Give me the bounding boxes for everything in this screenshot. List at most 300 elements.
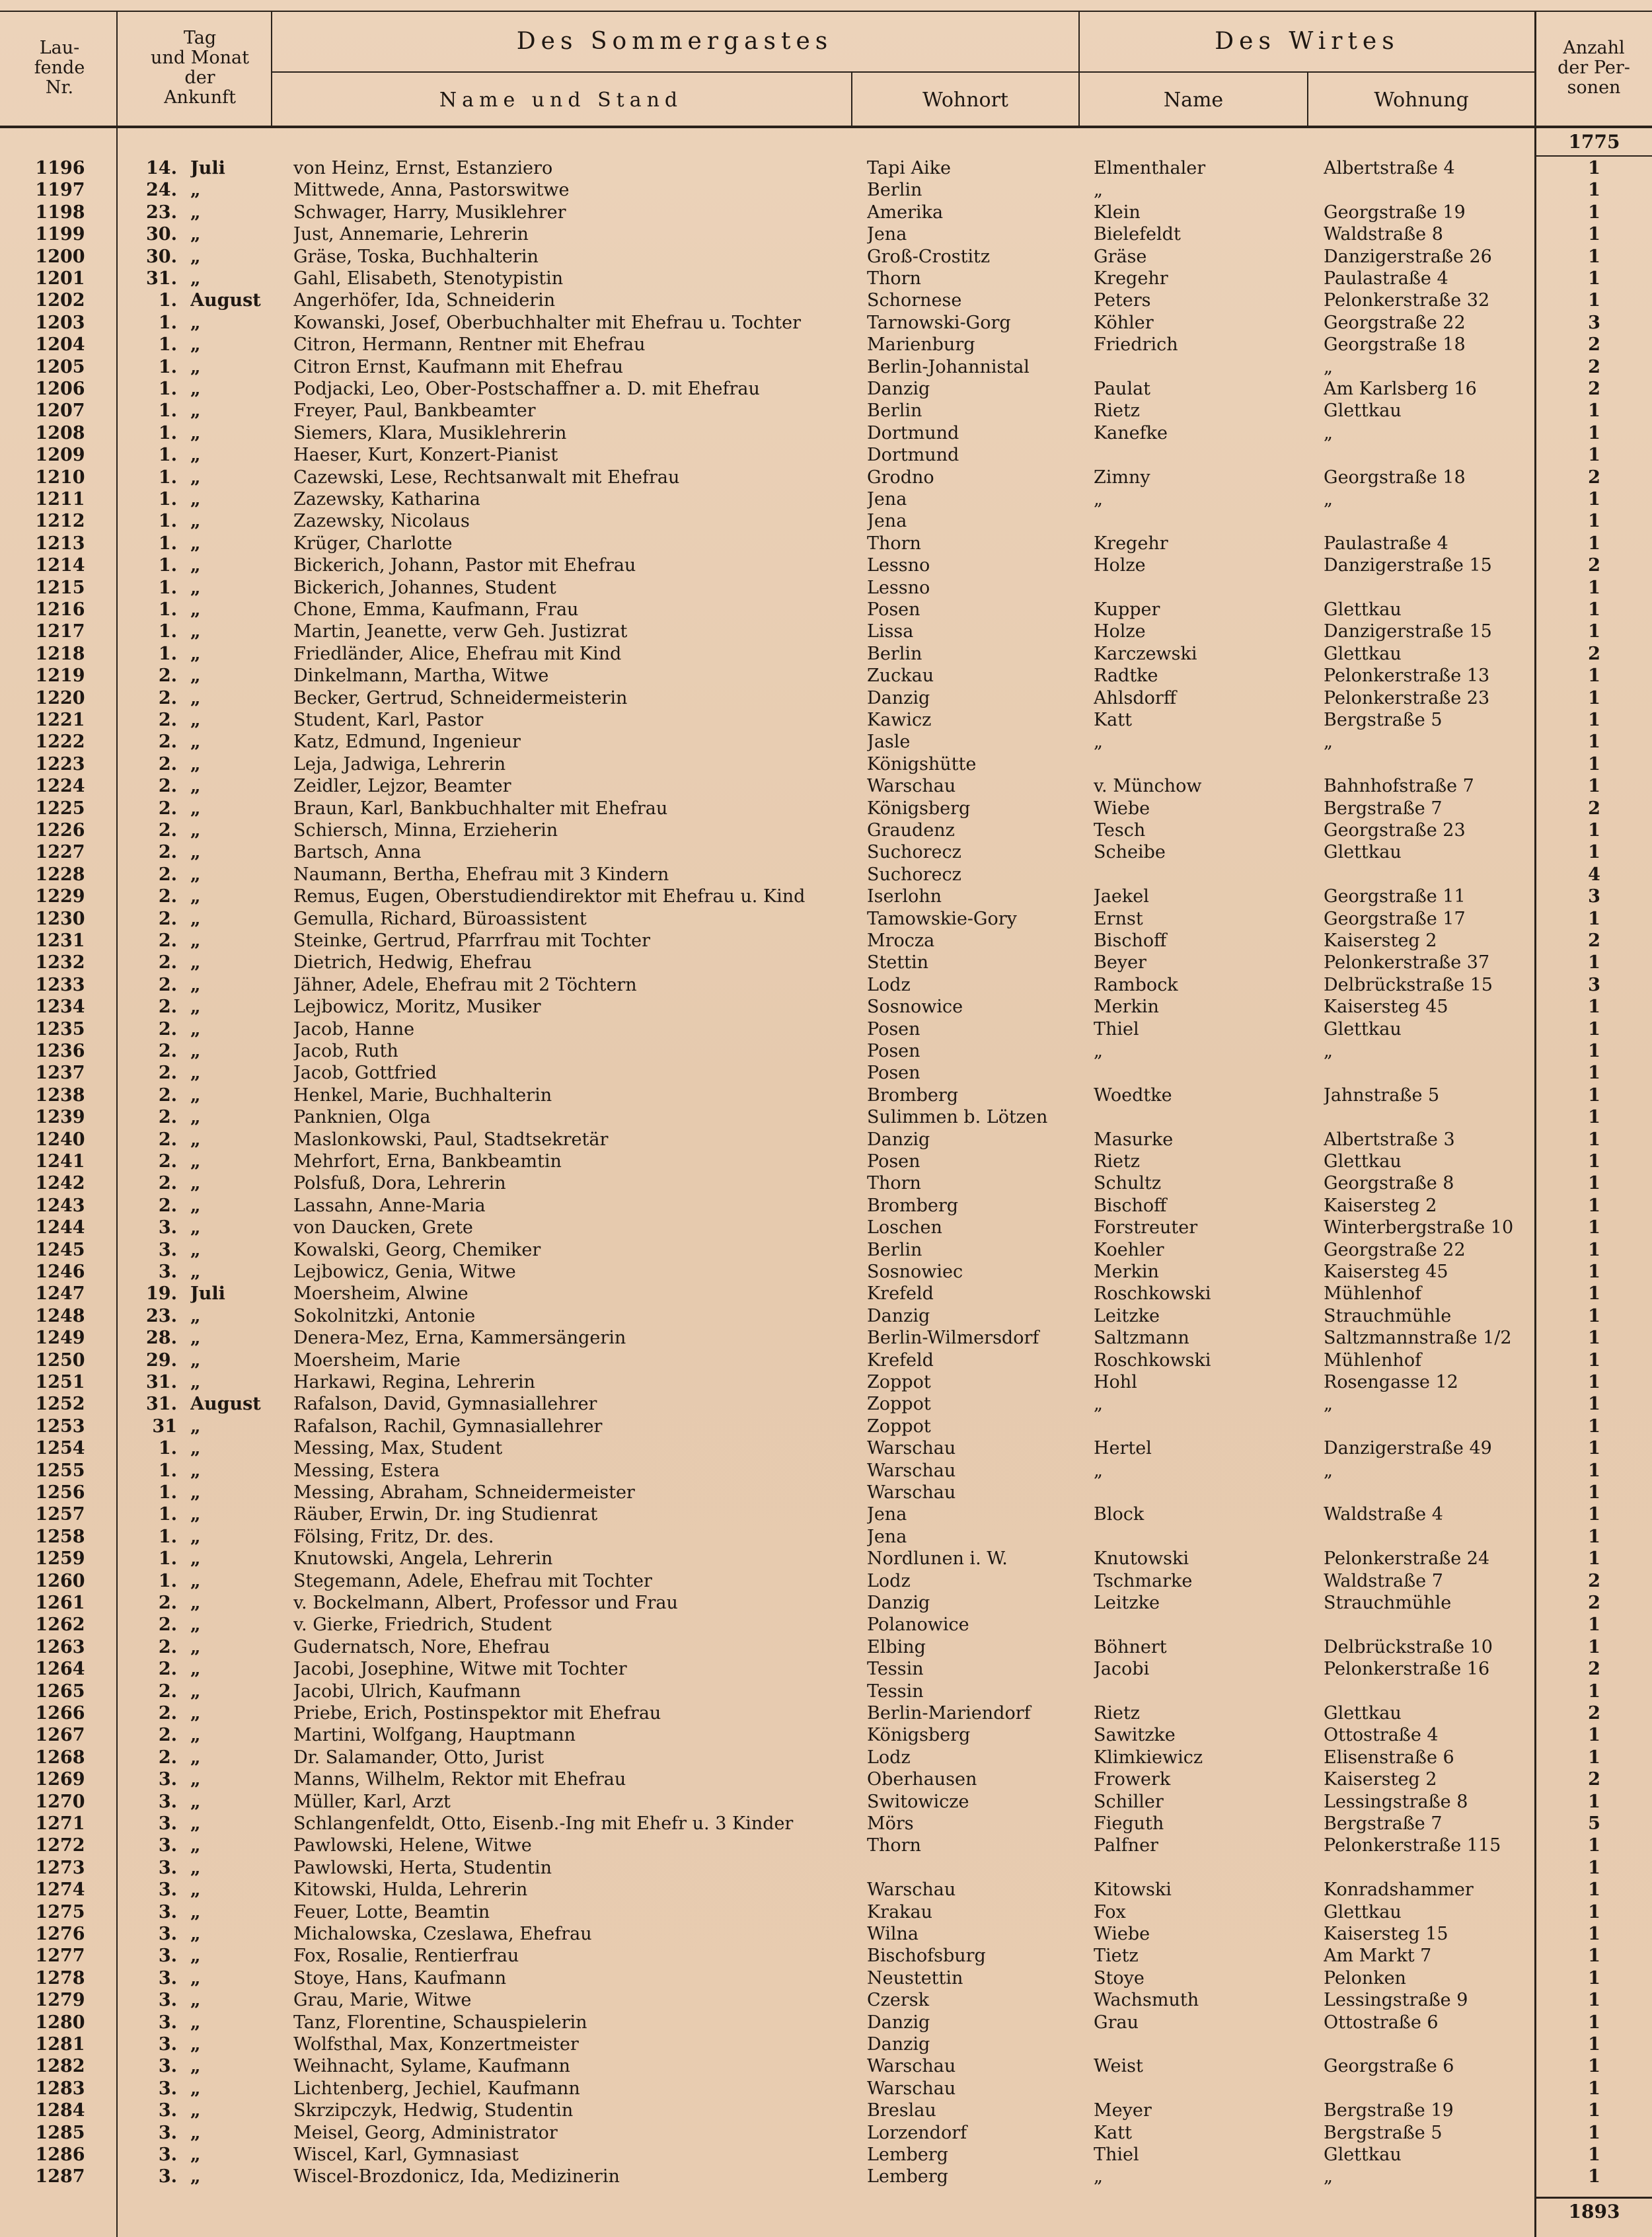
person-count: 1 xyxy=(1588,1041,1600,1061)
guest-residence: Danzig xyxy=(867,2034,930,2055)
guest-name-and-status: Cazewski, Lese, Rechtsanwalt mit Ehefrau xyxy=(293,467,680,488)
host-address: Kaisersteg 15 xyxy=(1324,1924,1448,1944)
host-address: Albertstraße 3 xyxy=(1324,1129,1455,1150)
grand-total: 1893 xyxy=(1568,2201,1620,2222)
person-count: 1 xyxy=(1588,1305,1600,1326)
host-name: Ahlsdorff xyxy=(1094,687,1177,708)
entry-number: 1198 xyxy=(35,202,85,223)
arrival-day: 3. xyxy=(158,1879,177,1901)
arrival-month: „ xyxy=(190,1990,201,2011)
table-row xyxy=(0,1592,1652,1614)
host-address: Georgstraße 8 xyxy=(1324,1173,1454,1194)
host-name: Rietz xyxy=(1094,400,1141,422)
entry-number: 1237 xyxy=(35,1063,85,1084)
host-address: Bergstraße 7 xyxy=(1324,1813,1443,1834)
table-row xyxy=(0,2144,1652,2166)
header-laufende-nr xyxy=(20,12,99,124)
arrival-day: 1. xyxy=(158,1460,177,1481)
person-count: 1 xyxy=(1588,1636,1600,1657)
table-row xyxy=(0,1791,1652,1813)
arrival-month: „ xyxy=(190,422,201,443)
guest-name-and-status: Grau, Marie, Witwe xyxy=(293,1990,472,2011)
arrival-day: 3. xyxy=(158,2122,177,2143)
arrival-day: 1. xyxy=(158,1526,177,1547)
person-count: 1 xyxy=(1588,180,1600,201)
person-count: 1 xyxy=(1588,1239,1600,1260)
host-address: Kaisersteg 2 xyxy=(1324,1195,1437,1216)
table-row xyxy=(0,1217,1652,1238)
host-address: „ xyxy=(1324,489,1333,510)
host-address: Pelonkerstraße 13 xyxy=(1324,665,1490,687)
entry-number: 1259 xyxy=(35,1548,85,1570)
arrival-month: „ xyxy=(190,1018,201,1040)
entry-number: 1273 xyxy=(35,1857,85,1878)
arrival-day: 2. xyxy=(158,1681,177,1702)
host-name: Knutowski xyxy=(1094,1548,1189,1570)
guest-residence: Lessno xyxy=(867,555,930,576)
entry-number: 1265 xyxy=(35,1681,85,1702)
arrival-day: 2. xyxy=(158,710,177,730)
host-address: Pelonkerstraße 115 xyxy=(1324,1835,1501,1856)
guest-name-and-status: Kowanski, Josef, Oberbuchhalter mit Ehefrau u. Tochter xyxy=(293,312,802,333)
person-count: 1 xyxy=(1588,1835,1600,1856)
arrival-day: 2. xyxy=(158,886,177,907)
person-count: 1 xyxy=(1588,1857,1600,1878)
entry-number: 1264 xyxy=(35,1659,85,1680)
arrival-day: 2. xyxy=(158,974,177,995)
table-row xyxy=(0,1879,1652,1901)
table-row xyxy=(0,1857,1652,1879)
entry-number: 1240 xyxy=(35,1129,85,1150)
arrival-day: 2. xyxy=(158,1593,177,1613)
arrival-day: 1. xyxy=(158,599,177,620)
arrival-day: 1. xyxy=(158,356,177,377)
arrival-month: „ xyxy=(190,467,201,488)
header-mid-rule xyxy=(271,71,1536,73)
header-sommergast: Des Sommergastes xyxy=(516,27,833,55)
person-count: 1 xyxy=(1588,1129,1600,1150)
guest-name-and-status: Lejbowicz, Genia, Witwe xyxy=(293,1262,516,1282)
host-address: Albertstraße 4 xyxy=(1324,158,1455,178)
host-name: v. Münchow xyxy=(1094,776,1202,797)
guest-residence: Berlin xyxy=(867,180,922,201)
guest-residence: Jena xyxy=(867,1526,907,1547)
host-name: Zimny xyxy=(1094,467,1150,488)
table-row xyxy=(0,2100,1652,2121)
arrival-month: „ xyxy=(190,997,201,1018)
arrival-day: 23. xyxy=(146,202,177,223)
arrival-day: 3. xyxy=(158,1990,177,2011)
table-row xyxy=(0,996,1652,1018)
arrival-month: „ xyxy=(190,1548,201,1570)
host-address: Pelonkerstraße 24 xyxy=(1324,1548,1490,1570)
table-row xyxy=(0,1570,1652,1592)
guest-residence: Zoppot xyxy=(867,1372,931,1392)
person-count: 1 xyxy=(1588,1747,1600,1768)
entry-number: 1282 xyxy=(35,2056,85,2077)
guest-name-and-status: v. Gierke, Friedrich, Student xyxy=(293,1614,552,1636)
person-count: 2 xyxy=(1588,356,1600,377)
arrival-day: 2. xyxy=(158,798,177,819)
host-address: Lessingstraße 9 xyxy=(1324,1990,1468,2011)
guest-name-and-status: Henkel, Marie, Buchhalterin xyxy=(293,1084,552,1106)
guest-residence: Bischofsburg xyxy=(867,1946,986,1967)
guest-name-and-status: Zeidler, Lejzor, Beamter xyxy=(293,776,511,797)
person-count: 1 xyxy=(1588,1151,1600,1172)
arrival-month: „ xyxy=(190,1924,201,1944)
entry-number: 1233 xyxy=(35,974,85,995)
host-name: Friedrich xyxy=(1094,334,1178,356)
host-address: Pelonkerstraße 23 xyxy=(1324,687,1490,708)
host-address: Danzigerstraße 26 xyxy=(1324,246,1492,267)
entry-number: 1220 xyxy=(35,687,85,708)
table-row xyxy=(0,1747,1652,1768)
person-count: 2 xyxy=(1588,555,1600,576)
entry-number: 1284 xyxy=(35,2100,85,2121)
arrival-month: „ xyxy=(190,864,201,885)
arrival-month: „ xyxy=(190,1084,201,1106)
arrival-month: „ xyxy=(190,2056,201,2077)
entry-number: 1222 xyxy=(35,732,85,753)
entry-number: 1256 xyxy=(35,1482,85,1503)
host-name: Bischoff xyxy=(1094,930,1167,951)
host-name: Rietz xyxy=(1094,1151,1141,1172)
person-count: 1 xyxy=(1588,1614,1600,1636)
header-name-stand: Name und Stand xyxy=(439,89,683,112)
entry-number: 1254 xyxy=(35,1438,85,1459)
arrival-month: „ xyxy=(190,1239,201,1260)
table-row xyxy=(0,444,1652,466)
entry-number: 1211 xyxy=(35,489,85,510)
arrival-day: 1. xyxy=(158,422,177,443)
guest-residence: Graudenz xyxy=(867,820,955,841)
arrival-day: 2. xyxy=(158,842,177,863)
arrival-day: 30. xyxy=(146,224,177,245)
arrival-day: 24. xyxy=(146,180,177,201)
entry-number: 1196 xyxy=(35,158,85,178)
host-name: Block xyxy=(1094,1504,1145,1525)
table-row xyxy=(0,1393,1652,1415)
guest-name-and-status: Schiersch, Minna, Erzieherin xyxy=(293,820,558,841)
guest-name-and-status: Gudernatsch, Nore, Ehefrau xyxy=(293,1636,550,1657)
guest-name-and-status: Tanz, Florentine, Schauspielerin xyxy=(293,2012,587,2033)
guest-name-and-status: Moersheim, Alwine xyxy=(293,1283,469,1305)
entry-number: 1242 xyxy=(35,1173,85,1194)
entry-number: 1260 xyxy=(35,1570,85,1591)
guest-name-and-status: Messing, Max, Student xyxy=(293,1438,503,1459)
guest-name-and-status: Siemers, Klara, Musiklehrerin xyxy=(293,422,567,443)
person-count: 3 xyxy=(1588,974,1600,995)
arrival-month: „ xyxy=(190,710,201,730)
person-count: 1 xyxy=(1588,842,1600,863)
arrival-month: „ xyxy=(190,1460,201,1481)
table-row xyxy=(0,510,1652,532)
arrival-month: „ xyxy=(190,952,201,973)
arrival-month: „ xyxy=(190,753,201,775)
arrival-day: 1. xyxy=(158,555,177,576)
host-address: Kaisersteg 45 xyxy=(1324,997,1448,1018)
table-row xyxy=(0,864,1652,886)
arrival-day: 3. xyxy=(158,1924,177,1944)
person-count: 1 xyxy=(1588,2056,1600,2077)
arrival-day: 2. xyxy=(158,997,177,1018)
guest-residence: Warschau xyxy=(867,2056,956,2077)
guest-residence: Suchorecz xyxy=(867,842,961,863)
guest-residence: Danzig xyxy=(867,1305,930,1326)
person-count: 1 xyxy=(1588,1173,1600,1194)
person-count: 1 xyxy=(1588,665,1600,687)
header-anzahl-line1: Anzahl xyxy=(1563,37,1625,58)
header-nr-line1: Lau- xyxy=(39,37,80,58)
table-row xyxy=(0,1084,1652,1106)
table-row xyxy=(0,1172,1652,1194)
arrival-month: „ xyxy=(190,268,201,289)
host-address: Mühlenhof xyxy=(1324,1283,1422,1305)
person-count: 1 xyxy=(1588,1349,1600,1371)
table-row xyxy=(0,974,1652,996)
arrival-day: 2. xyxy=(158,776,177,797)
arrival-day: 1. xyxy=(158,467,177,488)
entry-number: 1276 xyxy=(35,1924,85,1944)
arrival-month: „ xyxy=(190,974,201,995)
guest-name-and-status: Martini, Wolfgang, Hauptmann xyxy=(293,1725,576,1746)
guest-name-and-status: Krüger, Charlotte xyxy=(293,533,453,554)
person-count: 1 xyxy=(1588,1195,1600,1216)
host-name: „ xyxy=(1094,1394,1103,1415)
host-name: Klimkiewicz xyxy=(1094,1747,1203,1768)
person-count: 1 xyxy=(1588,1482,1600,1503)
entry-number: 1281 xyxy=(35,2034,85,2055)
arrival-month: „ xyxy=(190,356,201,377)
arrival-day: 1. xyxy=(158,511,177,532)
host-address: Glettkau xyxy=(1324,1018,1402,1040)
arrival-month: „ xyxy=(190,180,201,201)
host-address: „ xyxy=(1324,2166,1333,2187)
entry-number: 1213 xyxy=(35,533,85,554)
guest-name-and-status: Meisel, Georg, Administrator xyxy=(293,2122,558,2143)
host-name: Klein xyxy=(1094,202,1141,223)
col-rule-4 xyxy=(1078,11,1080,128)
arrival-month: „ xyxy=(190,1636,201,1657)
table-row xyxy=(0,621,1652,642)
guest-residence: Lissa xyxy=(867,621,914,642)
arrival-month: „ xyxy=(190,1967,201,1989)
person-count: 1 xyxy=(1588,1946,1600,1967)
arrival-month: „ xyxy=(190,1438,201,1459)
person-count: 1 xyxy=(1588,445,1600,466)
host-name: Paulat xyxy=(1094,379,1151,399)
arrival-month: „ xyxy=(190,511,201,532)
arrival-month: „ xyxy=(190,1504,201,1525)
entry-number: 1226 xyxy=(35,820,85,841)
host-name: Kregehr xyxy=(1094,268,1168,289)
guest-name-and-status: Kowalski, Georg, Chemiker xyxy=(293,1239,541,1260)
entry-number: 1199 xyxy=(35,224,85,245)
guest-name-and-status: von Daucken, Grete xyxy=(293,1217,473,1238)
guest-residence: Sosnowice xyxy=(867,997,963,1018)
host-name: Gräse xyxy=(1094,246,1147,267)
arrival-month: „ xyxy=(190,1372,201,1392)
entry-number: 1267 xyxy=(35,1725,85,1746)
arrival-month: „ xyxy=(190,379,201,399)
table-row xyxy=(0,687,1652,709)
header-wohnung: Wohnung xyxy=(1374,89,1469,112)
arrival-month: „ xyxy=(190,732,201,753)
guest-name-and-status: Zazewsky, Katharina xyxy=(293,489,480,510)
host-name: Bielefeldt xyxy=(1094,224,1181,245)
arrival-day: 1. xyxy=(158,445,177,466)
host-name: Holze xyxy=(1094,555,1146,576)
host-address: Kaisersteg 45 xyxy=(1324,1262,1448,1282)
guest-residence: Wilna xyxy=(867,1924,919,1944)
entry-number: 1227 xyxy=(35,842,85,863)
host-address: „ xyxy=(1324,732,1333,753)
guest-name-and-status: Jähner, Adele, Ehefrau mit 2 Töchtern xyxy=(293,974,637,995)
table-row xyxy=(0,1129,1652,1151)
host-address: Glettkau xyxy=(1324,2144,1402,2165)
host-name: Peters xyxy=(1094,290,1151,311)
guest-name-and-status: Pawlowski, Helene, Witwe xyxy=(293,1835,532,1856)
arrival-day: 3. xyxy=(158,1835,177,1856)
col-rule-3 xyxy=(851,71,852,128)
entry-number: 1278 xyxy=(35,1967,85,1989)
guest-residence: Danzig xyxy=(867,1129,930,1150)
arrival-month: „ xyxy=(190,2012,201,2033)
guest-name-and-status: Mittwede, Anna, Pastorswitwe xyxy=(293,180,570,201)
guest-residence: Posen xyxy=(867,599,920,620)
guest-name-and-status: Knutowski, Angela, Lehrerin xyxy=(293,1548,553,1570)
host-address: Bergstraße 7 xyxy=(1324,798,1443,819)
host-name: „ xyxy=(1094,1460,1103,1481)
entry-number: 1279 xyxy=(35,1990,85,2011)
arrival-day: 1. xyxy=(158,1438,177,1459)
guest-name-and-status: Braun, Karl, Bankbuchhalter mit Ehefrau xyxy=(293,798,668,819)
entry-number: 1249 xyxy=(35,1328,85,1349)
guest-residence: Tarnowski-Gorg xyxy=(867,312,1011,333)
table-row xyxy=(0,1239,1652,1261)
guest-residence: Jena xyxy=(867,224,907,245)
guest-residence: Lessno xyxy=(867,577,930,598)
table-row xyxy=(0,1945,1652,1967)
person-count: 1 xyxy=(1588,1504,1600,1525)
guest-name-and-status: von Heinz, Ernst, Estanziero xyxy=(293,158,553,178)
guest-name-and-status: Lassahn, Anne-Maria xyxy=(293,1195,486,1216)
guest-name-and-status: Rafalson, Rachil, Gymnasiallehrer xyxy=(293,1416,603,1437)
arrival-month: „ xyxy=(190,2166,201,2187)
guest-residence: Posen xyxy=(867,1018,920,1040)
person-count: 3 xyxy=(1588,312,1600,333)
guest-name-and-status: Remus, Eugen, Oberstudiendirektor mit Ehefrau u. Kind xyxy=(293,886,806,907)
host-name: Bischoff xyxy=(1094,1195,1167,1216)
guest-residence: Krakau xyxy=(867,1901,933,1922)
guest-name-and-status: Sokolnitzki, Antonie xyxy=(293,1305,476,1326)
table-row xyxy=(0,488,1652,510)
entry-number: 1266 xyxy=(35,1703,85,1724)
host-name: Tietz xyxy=(1094,1946,1139,1967)
guest-name-and-status: Martin, Jeanette, verw Geh. Justizrat xyxy=(293,621,628,642)
host-address: „ xyxy=(1324,1460,1333,1481)
table-row xyxy=(0,1371,1652,1393)
host-address: Waldstraße 8 xyxy=(1324,224,1443,245)
guest-residence: Danzig xyxy=(867,379,930,399)
host-address: Glettkau xyxy=(1324,599,1402,620)
header-tag-line1: Tag xyxy=(183,27,217,48)
host-name: Koehler xyxy=(1094,1239,1164,1260)
arrival-month: „ xyxy=(190,445,201,466)
arrival-day: 3. xyxy=(158,1967,177,1989)
entry-number: 1270 xyxy=(35,1791,85,1812)
entry-number: 1236 xyxy=(35,1041,85,1061)
arrival-month: „ xyxy=(190,312,201,333)
entry-number: 1244 xyxy=(35,1217,85,1238)
table-row xyxy=(0,2166,1652,2187)
table-row xyxy=(0,1658,1652,1680)
table-row xyxy=(0,1835,1652,1856)
entry-number: 1218 xyxy=(35,643,85,664)
entry-number: 1219 xyxy=(35,665,85,687)
table-row xyxy=(0,1349,1652,1371)
guest-residence: Warschau xyxy=(867,1438,956,1459)
table-row xyxy=(0,665,1652,687)
guest-residence: Loschen xyxy=(867,1217,942,1238)
host-name: Köhler xyxy=(1094,312,1154,333)
person-count: 1 xyxy=(1588,1924,1600,1944)
guest-residence: Berlin xyxy=(867,400,922,422)
guest-residence: Berlin xyxy=(867,643,922,664)
host-name: Ernst xyxy=(1094,908,1143,929)
person-count: 1 xyxy=(1588,202,1600,223)
guest-residence: Thorn xyxy=(867,1835,921,1856)
host-address: Pelonkerstraße 16 xyxy=(1324,1659,1490,1680)
guest-name-and-status: Maslonkowski, Paul, Stadtsekretär xyxy=(293,1129,609,1150)
arrival-day: 2. xyxy=(158,1151,177,1172)
arrival-month: „ xyxy=(190,334,201,356)
entry-number: 1269 xyxy=(35,1769,85,1790)
entry-number: 1241 xyxy=(35,1151,85,1172)
arrival-day: 3. xyxy=(158,2144,177,2165)
arrival-day: 2. xyxy=(158,952,177,973)
arrival-month: „ xyxy=(190,1349,201,1371)
guest-name-and-status: Citron Ernst, Kaufmann mit Ehefrau xyxy=(293,356,623,377)
entry-number: 1208 xyxy=(35,422,85,443)
guest-residence: Marienburg xyxy=(867,334,975,356)
person-count: 5 xyxy=(1588,1813,1600,1834)
arrival-day: 2. xyxy=(158,1107,177,1128)
arrival-day: 1. xyxy=(158,334,177,356)
table-row xyxy=(0,1681,1652,1702)
person-count: 1 xyxy=(1588,1394,1600,1415)
host-name: Jaekel xyxy=(1094,886,1149,907)
host-address: Georgstraße 18 xyxy=(1324,467,1466,488)
guest-name-and-status: Steinke, Gertrud, Pfarrfrau mit Tochter xyxy=(293,930,651,951)
guest-name-and-status: Harkawi, Regina, Lehrerin xyxy=(293,1372,535,1392)
arrival-day: 28. xyxy=(146,1328,177,1349)
host-address: Am Karlsberg 16 xyxy=(1324,379,1477,399)
guest-residence: Iserlohn xyxy=(867,886,942,907)
table-row xyxy=(0,400,1652,422)
arrival-month: August xyxy=(190,290,261,311)
host-name: Holze xyxy=(1094,621,1146,642)
guest-name-and-status: Priebe, Erich, Postinspektor mit Ehefrau xyxy=(293,1703,661,1724)
arrival-month: „ xyxy=(190,1526,201,1547)
table-row xyxy=(0,202,1652,223)
guest-residence: Posen xyxy=(867,1041,920,1061)
guest-name-and-status: Polsfuß, Dora, Lehrerin xyxy=(293,1173,506,1194)
arrival-day: 2. xyxy=(158,687,177,708)
entry-number: 1229 xyxy=(35,886,85,907)
person-count: 1 xyxy=(1588,908,1600,929)
person-count: 1 xyxy=(1588,1372,1600,1392)
